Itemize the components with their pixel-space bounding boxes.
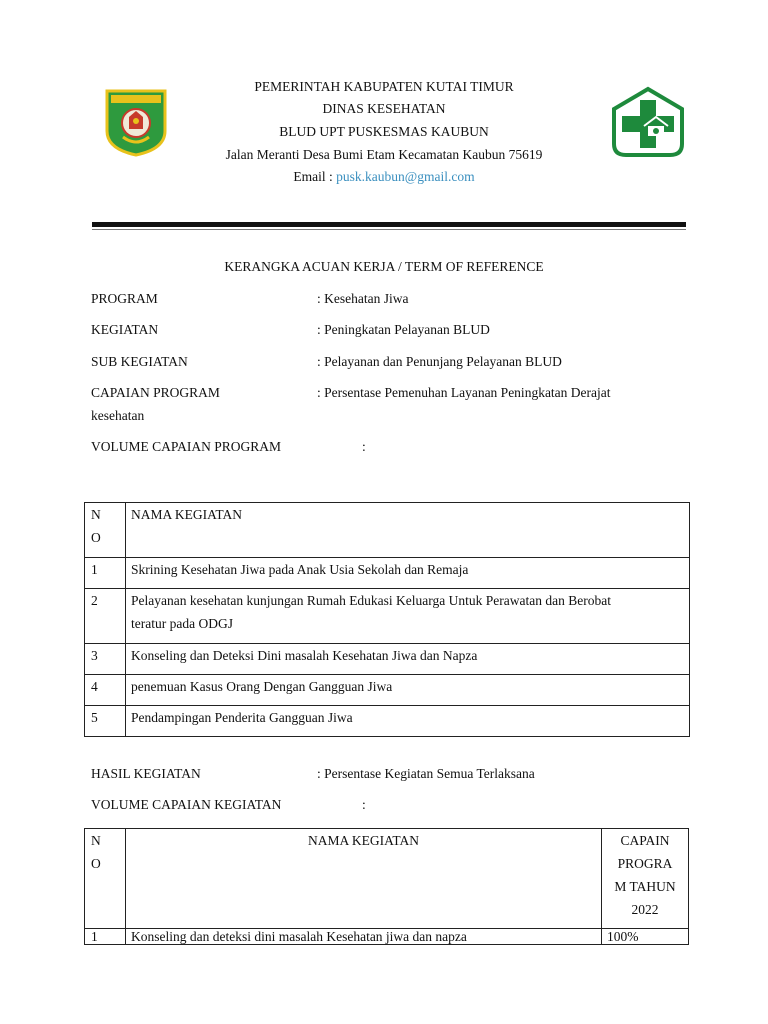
header-capaian-line4: 2022 [631,902,659,917]
capaian-program-value: : Persentase Pemenuhan Layanan Peningkatan Derajat [317,385,611,400]
row-name-cont: teratur pada ODGJ [131,616,233,631]
table-header-row [85,829,689,929]
header-name-cell: NAMA KEGIATAN [126,503,690,558]
row-no: 2 [85,589,126,644]
header-department: DINAS KESEHATAN [322,101,446,116]
header-no-cell [85,503,126,558]
header-divider-thin [92,229,686,230]
volume-capaian-kegiatan-label: VOLUME CAPAIAN KEGIATAN [91,797,282,812]
table-row [85,589,690,644]
header-capaian-cell [602,829,689,929]
table-row [85,644,690,675]
header-no-cell [85,829,126,929]
row-no: 1 [85,929,126,945]
row-name: Pendampingan Penderita Gangguan Jiwa [126,706,690,737]
row-no: 3 [85,644,126,675]
row-name: penemuan Kasus Orang Dengan Gangguan Jiwa [126,675,690,706]
hasil-kegiatan-label: HASIL KEGIATAN [91,766,201,781]
achievement-table [84,828,689,945]
header-institution: BLUD UPT PUSKESMAS KAUBUN [279,124,489,139]
table-row [85,675,690,706]
header-email-line [0,169,768,185]
row-capaian: 100% [602,929,689,945]
header-capaian-line3: M TAHUN [614,879,676,894]
row-name: Pelayanan kesehatan kunjungan Rumah Edukasi Keluarga Untuk Perawatan dan Berobat [131,593,611,608]
header-no-line2: O [91,856,101,871]
program-label: PROGRAM [91,291,158,306]
header-government: PEMERINTAH KABUPATEN KUTAI TIMUR [254,79,514,94]
table-row [85,706,690,737]
activity-table [84,502,690,737]
capaian-program-label: CAPAIAN PROGRAM [91,385,220,400]
table-header-row [85,503,690,558]
header-no-line1: N [91,507,101,522]
header-address: Jalan Meranti Desa Bumi Etam Kecamatan Kaubun 75619 [225,147,543,162]
volume-capaian-program-value: : [362,439,366,454]
row-no: 5 [85,706,126,737]
row-name: Konseling dan Deteksi Dini masalah Kesehatan Jiwa dan Napza [126,644,690,675]
row-no: 1 [85,558,126,589]
row-name: Skrining Kesehatan Jiwa pada Anak Usia Sekolah dan Remaja [126,558,690,589]
hasil-kegiatan-value: : Persentase Kegiatan Semua Terlaksana [317,766,535,781]
row-name: Konseling dan deteksi dini masalah Kesehatan jiwa dan napza [126,929,602,945]
volume-capaian-program-label: VOLUME CAPAIAN PROGRAM [91,439,282,454]
header-name-cell: NAMA KEGIATAN [126,829,602,929]
table-row [85,929,689,945]
kegiatan-value: : Peningkatan Pelayanan BLUD [317,322,490,337]
header-capaian-line1: CAPAIN [620,833,670,848]
table-row [85,558,690,589]
header-no-line1: N [91,833,101,848]
sub-kegiatan-value: : Pelayanan dan Penunjang Pelayanan BLUD [317,354,562,369]
capaian-program-continuation: kesehatan [91,408,145,423]
header-no-line2: O [91,530,101,545]
row-name-cell [126,589,690,644]
volume-capaian-kegiatan-value: : [362,797,366,812]
email-link[interactable]: pusk.kaubun@gmail.com [336,169,475,184]
email-label: Email : [293,169,333,184]
header-capaian-line2: PROGRA [617,856,673,871]
sub-kegiatan-label: SUB KEGIATAN [91,354,188,369]
header-divider-thick [92,222,686,227]
document-title: KERANGKA ACUAN KERJA / TERM OF REFERENCE [224,259,544,274]
program-value: : Kesehatan Jiwa [317,291,409,306]
kegiatan-label: KEGIATAN [91,322,159,337]
row-no: 4 [85,675,126,706]
